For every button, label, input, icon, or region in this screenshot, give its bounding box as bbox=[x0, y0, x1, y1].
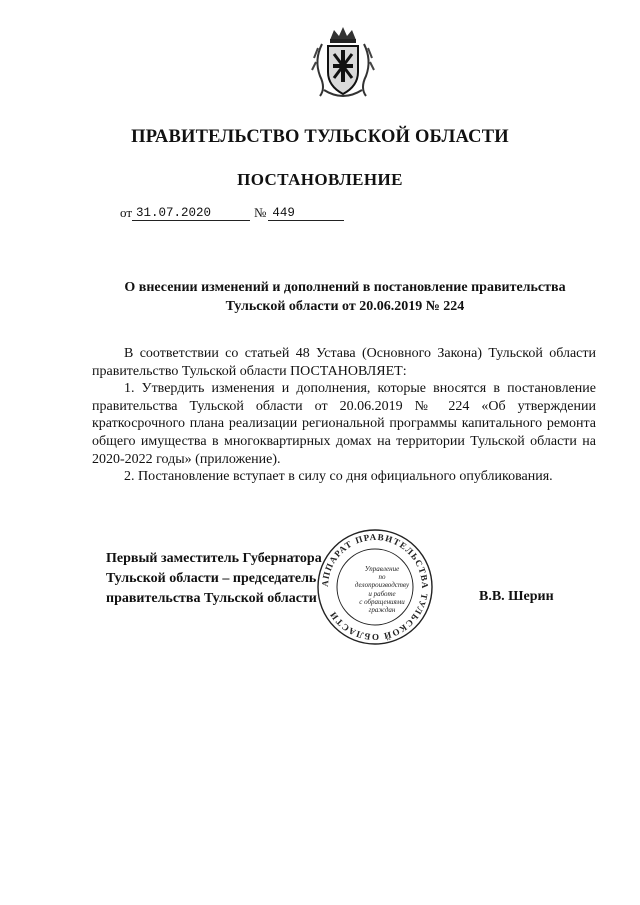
document-subject bbox=[80, 278, 610, 316]
document-dateline bbox=[120, 205, 344, 221]
stamp-center-line: с обращениями bbox=[359, 597, 405, 606]
document-body bbox=[92, 345, 596, 486]
stamp-center-line: и работе bbox=[368, 589, 396, 598]
document-type: ПОСТАНОВЛЕНИЕ bbox=[237, 170, 403, 189]
number-label: № bbox=[254, 205, 267, 220]
body-paragraph: 1. Утвердить изменения и дополнения, которые вносятся в постановление правительства Тульской области от 20.06.2019 № 224 «Об утверждении краткосрочного плана реализации региональной программы капитального ремонта общего имущества в многоквартирных домах на территории Тульской области на 2020-2022 годы» (приложение). bbox=[92, 381, 596, 467]
subject-line: Тульской области от 20.06.2019 № 224 bbox=[225, 299, 465, 314]
stamp-ring-text: АППАРАТ ПРАВИТЕЛЬСТВА ТУЛЬСКОЙ ОБЛАСТИ bbox=[319, 531, 431, 643]
signatory-title-line: правительства Тульской области bbox=[106, 591, 317, 606]
body-paragraph: В соответствии со статьей 48 Устава (Основного Закона) Тульской области правительство Тульской области ПОСТАНОВЛЯЕТ: bbox=[92, 346, 596, 379]
signatory-title-line: Первый заместитель Губернатора bbox=[106, 551, 322, 566]
signatory-title-line: Тульской области – председатель bbox=[106, 571, 317, 586]
subject-line: О внесении изменений и дополнений в постановление правительства bbox=[124, 280, 566, 295]
stamp-center-line: Управление bbox=[364, 565, 400, 573]
stamp-center-line: граждан bbox=[368, 606, 396, 615]
coat-of-arms-icon bbox=[310, 24, 376, 100]
stamp-center-line: по делопроизводству bbox=[354, 573, 410, 590]
number-value: 449 bbox=[268, 206, 344, 221]
signatory-name: В.В. Шерин bbox=[479, 589, 554, 604]
body-paragraph: 2. Постановление вступает в силу со дня официального опубликования. bbox=[124, 469, 553, 485]
organization-title: ПРАВИТЕЛЬСТВО ТУЛЬСКОЙ ОБЛАСТИ bbox=[131, 127, 509, 147]
date-value: 31.07.2020 bbox=[132, 206, 250, 221]
stamp-center-text bbox=[352, 565, 412, 614]
signatory-title bbox=[106, 549, 322, 609]
date-label: от bbox=[120, 205, 133, 220]
